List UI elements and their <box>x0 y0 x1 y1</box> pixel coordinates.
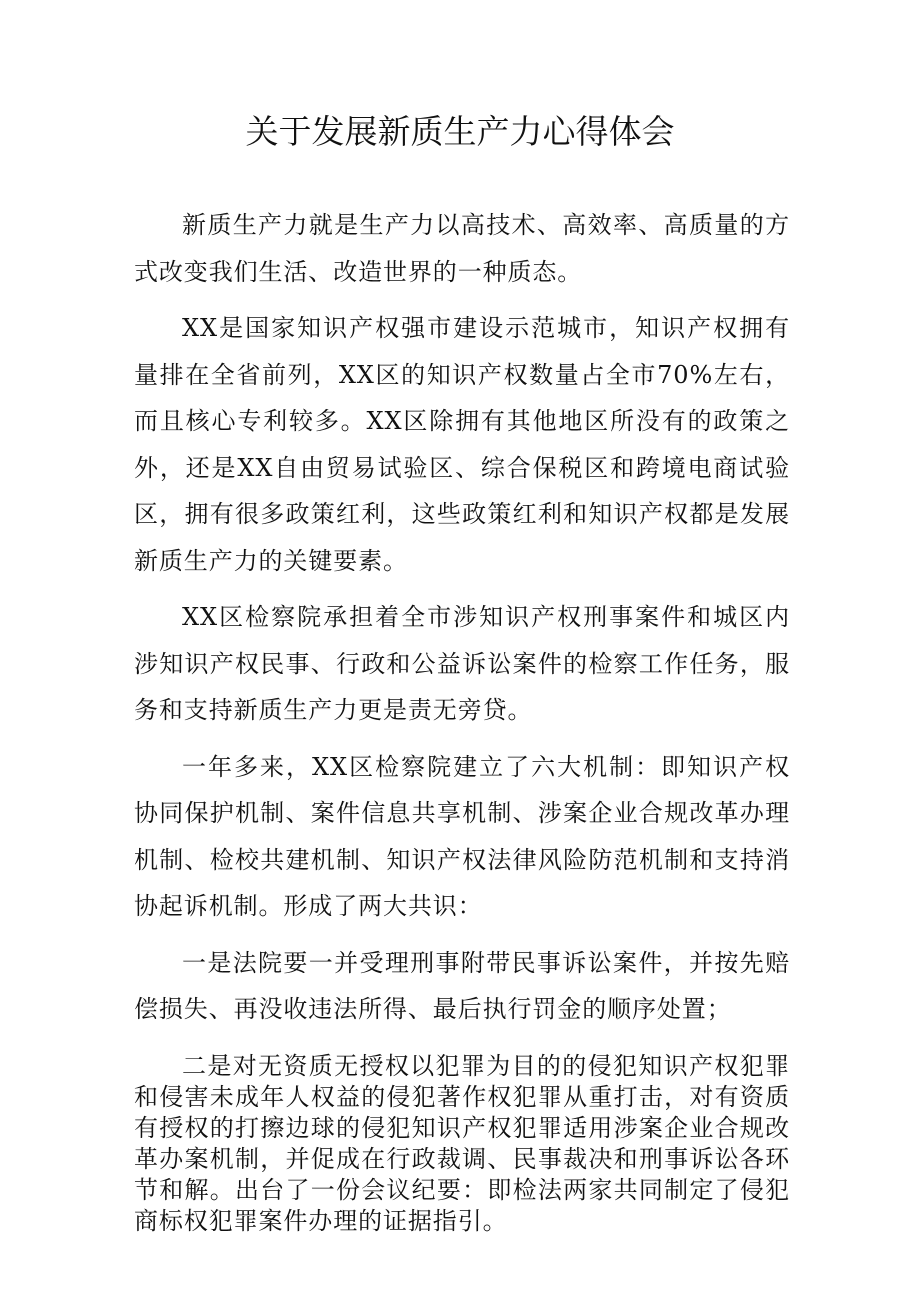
paragraph-2: XX是国家知识产权强市建设示范城市，知识产权拥有量排在全省前列，XX区的知识产权数量占全市70%左右，而且核心专利较多。XX区除拥有其他地区所没有的政策之外，还是XX自由贸易试验区、综合保税区和跨境电商试验区，拥有很多政策红利，这些政策红利和知识产权都是发展新质生产力的关键要素。 <box>134 314 790 575</box>
paragraph-6: 二是对无资质无授权以犯罪为目的的侵犯知识产权犯罪和侵害未成年人权益的侵犯著作权犯罪从重打击，对有资质有授权的打擦边球的侵犯知识产权犯罪适用涉案企业合规改革办案机制，并促成在行政裁调、民事裁决和刑事诉讼各环节和解。出台了一份会议纪要：即检法两家共同制定了侵犯商标权犯罪案件办理的证据指引。 <box>134 1051 790 1235</box>
paragraph-3: XX区检察院承担着全市涉知识产权刑事案件和城区内涉知识产权民事、行政和公益诉讼案件的检察工作任务，服务和支持新质生产力更是责无旁贷。 <box>134 603 790 724</box>
paragraph-1: 新质生产力就是生产力以高技术、高效率、高质量的方式改变我们生活、改造世界的一种质态。 <box>134 211 790 286</box>
document-title: 关于发展新质生产力心得体会 <box>245 112 675 151</box>
paragraph-5: 一是法院要一并受理刑事附带民事诉讼案件，并按先赔偿损失、再没收违法所得、最后执行罚金的顺序处置； <box>134 948 790 1023</box>
paragraph-4: 一年多来，XX区检察院建立了六大机制：即知识产权协同保护机制、案件信息共享机制、涉案企业合规改革办理机制、检校共建机制、知识产权法律风险防范机制和支持消协起诉机制。形成了两大共识： <box>134 752 790 920</box>
document-body <box>134 202 790 1237</box>
